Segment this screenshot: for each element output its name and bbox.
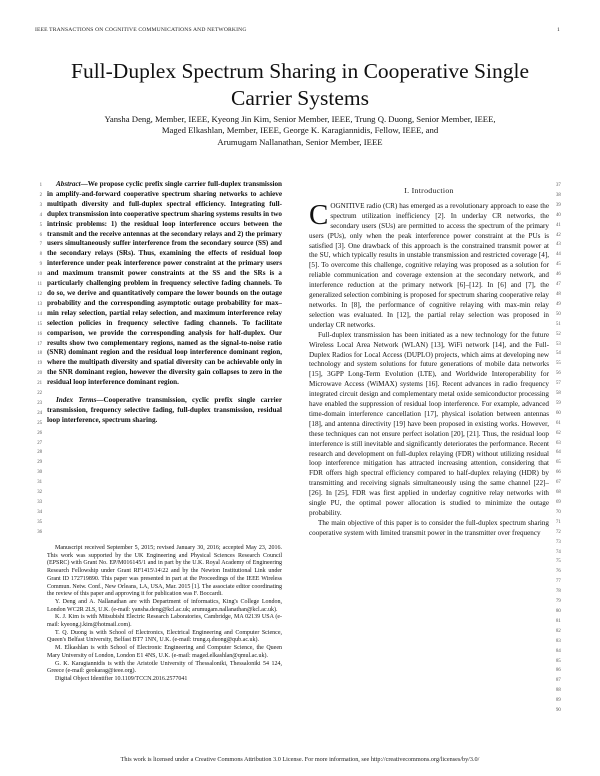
line-number: 62 bbox=[556, 430, 561, 436]
line-number: 9 bbox=[39, 262, 42, 268]
line-numbers-right bbox=[556, 181, 570, 716]
section-heading: I. Introduction bbox=[404, 186, 454, 195]
author-line: Maged Elkashlan, Member, IEEE, George K. Karagiannidis, Fellow, IEEE, and bbox=[161, 125, 439, 136]
line-number: 11 bbox=[37, 282, 42, 288]
line-number: 58 bbox=[556, 391, 561, 397]
line-number: 90 bbox=[556, 708, 561, 714]
license-notice: This work is licensed under a Creative Commons Attribution 3.0 License. For more information, see http://creativecommons.org/licenses/by/3.0/ bbox=[120, 756, 480, 763]
line-number: 48 bbox=[556, 291, 561, 297]
line-number: 41 bbox=[556, 222, 561, 228]
line-number: 56 bbox=[556, 371, 561, 377]
line-number: 59 bbox=[556, 400, 561, 406]
footnote: Y. Deng and A. Nallanathan are with Department of informatics, King's College London, London WC2R 2LS, U.K. (e-mail: yansha.deng@kcl.ac.uk; arumugam.nallanathan@kcl.ac.uk). bbox=[47, 598, 282, 613]
index-terms bbox=[47, 396, 282, 426]
line-number: 89 bbox=[556, 698, 561, 704]
line-number: 43 bbox=[556, 242, 561, 248]
line-number: 73 bbox=[556, 539, 561, 545]
line-number: 44 bbox=[556, 252, 561, 258]
doi: Digital Object Identifier 10.1109/TCCN.2016.2577041 bbox=[55, 675, 188, 682]
line-number: 29 bbox=[37, 460, 42, 466]
line-number: 66 bbox=[556, 470, 561, 476]
footnote: Manuscript received September 5, 2015; revised January 30, 2016; accepted May 23, 2016. This work was supported by the UK Engineering and Physical Sciences Research Council (EPSRC) with Grant No. EP/M016145/1 and in part by the U.K. Royal Academy of Engineering Research Fellowship under Grant RF1415\14\22 and by the Newton Institutional Link under Grant ID 172719890. This paper was presented in part at the Proceedings of the IEEE Wireless Commun. Netw. Conf., New Orleans, LA, USA, Mar. 2015 [1]. The associate editor coordinating the review of this paper and approving it for publication was F. Boccardi. bbox=[47, 545, 282, 598]
line-number: 81 bbox=[556, 618, 561, 624]
right-column bbox=[309, 180, 549, 539]
line-number: 12 bbox=[37, 291, 42, 297]
line-number: 37 bbox=[556, 183, 561, 188]
abstract-lead: Abstract bbox=[56, 180, 81, 188]
line-number: 72 bbox=[556, 529, 561, 535]
journal-name: IEEE TRANSACTIONS ON COGNITIVE COMMUNICATIONS AND NETWORKING bbox=[35, 27, 247, 33]
author-line: Yansha Deng, Member, IEEE, Kyeong Jin Kim, Senior Member, IEEE, Trung Q. Duong, Senior Member, IEEE, bbox=[104, 114, 496, 124]
line-number: 30 bbox=[37, 470, 42, 476]
left-column bbox=[47, 180, 282, 426]
line-number: 6 bbox=[39, 232, 42, 238]
line-number: 32 bbox=[37, 490, 42, 496]
line-number: 53 bbox=[556, 341, 561, 347]
line-number: 67 bbox=[556, 480, 561, 486]
footnote: K. J. Kim is with Mitsubishi Electric Research Laboratories, Cambridge, MA 02139 USA (e-mail: kyeong.j.kim@hotmail.com). bbox=[47, 614, 282, 629]
line-number: 4 bbox=[39, 212, 42, 218]
line-number: 84 bbox=[556, 648, 561, 654]
line-number: 38 bbox=[556, 192, 561, 198]
line-number: 86 bbox=[556, 668, 561, 674]
line-number: 26 bbox=[37, 430, 42, 436]
line-number: 27 bbox=[37, 440, 42, 446]
line-number: 80 bbox=[556, 608, 561, 614]
footnotes bbox=[47, 545, 282, 684]
line-number: 28 bbox=[37, 450, 42, 456]
line-number: 19 bbox=[37, 361, 42, 367]
line-number: 39 bbox=[556, 202, 561, 208]
paper-title: Full-Duplex Spectrum Sharing in Cooperative Single Carrier Systems bbox=[70, 59, 529, 110]
line-number: 87 bbox=[556, 678, 561, 684]
line-number: 23 bbox=[37, 400, 42, 406]
footnote: T. Q. Duong is with School of Electronics, Electrical Engineering and Computer Science, Queen's Belfast University, Belfast BT7 1NN, U.K. (e-mail: trung.q.duong@qub.ac.uk). bbox=[47, 629, 282, 644]
author-list bbox=[40, 114, 560, 148]
abstract-text: —We propose cyclic prefix single carrier full-duplex transmission in amplify-and-forward cooperative spectrum sharing networks to achieve multipath diversity and full-duplex spectral efficiency. Integrating full-duplex transmission into cooperative spectrum sharing systems results in two intrinsic problems: 1) the residual loop interference occurs between the transmit and the receive antennas at the secondary relays and 2) the primary users simultaneously suffer interference from the secondary source (SS) and the secondary relays (SRs). Thus, examining the effects of residual loop interference under peak interference power constraint at the primary users and maximum transmit power constraints at the SS and the SRs is a particularly challenging problem in frequency selective fading channels. To do so, we derive and quantitatively compare the lower bounds on the outage probability and the corresponding asymptotic outage probability for max–min relay selection, partial relay selection, and maximum interference relay selection policies in frequency selective fading channels. To facilitate comparison, we provide the corresponding analysis for half-duplex. Our results show two complementary regions, named as the signal-to-noise ratio (SNR) dominant region and the residual loop interference dominant region, where the multipath diversity and spatial diversity can be achievable only in the SNR dominant region, however the diversity gain collapses to zero in the residual loop interference dominant region. bbox=[47, 180, 282, 387]
line-number: 77 bbox=[556, 579, 561, 585]
line-number: 85 bbox=[556, 658, 561, 664]
index-terms-lead: Index Terms bbox=[56, 396, 97, 405]
line-number: 25 bbox=[37, 420, 42, 426]
line-numbers-left bbox=[28, 181, 42, 538]
line-number: 46 bbox=[556, 272, 561, 278]
line-number: 49 bbox=[556, 301, 561, 307]
line-number: 40 bbox=[556, 212, 561, 218]
line-number: 20 bbox=[37, 371, 42, 377]
running-head bbox=[35, 27, 560, 33]
line-number: 75 bbox=[556, 559, 561, 565]
line-number: 34 bbox=[37, 509, 42, 515]
line-number: 54 bbox=[556, 351, 561, 357]
line-number: 70 bbox=[556, 509, 561, 515]
line-number: 24 bbox=[37, 410, 42, 416]
line-number: 8 bbox=[39, 252, 42, 258]
line-number: 57 bbox=[556, 381, 561, 387]
line-number: 50 bbox=[556, 311, 561, 317]
line-number: 36 bbox=[37, 529, 42, 535]
line-number: 88 bbox=[556, 688, 561, 694]
line-number: 2 bbox=[39, 192, 42, 198]
line-number: 45 bbox=[556, 262, 561, 268]
line-number: 16 bbox=[37, 331, 42, 337]
intro-paragraph: Full-duplex transmission has been initiated as a new technology for the future Wireless Local Area Network (WLAN) [13], WiFi network [14], and the Full-Duplex Radios for Local Access (DUPLO) projects, which aims at developing new technology and system solutions for future generations of mobile data networks [15], 3GPP Long-Term Evolution (LTE), and Worldwide Interoperability for Microwave Access (WiMAX) systems [16]. Recent advances in radio frequency integrated circuit design and complementary metal oxide semiconductor processing have enabled the suppression of residual loop interference. For example, advanced time-domain interference cancellation [17], physical isolation between antennas [18], and antenna directivity [19] have been proposed in existing works. However, these techniques can not ensure perfect isolation [20], [21]. Thus, the residual loop interference is still inevitable and significantly deteriorates the performance. Recent research and development on full-duplex relaying (FDR) without utilizing residual loop interference mitigation has attracted increasing attention, considering that FDR offers high spectral efficiency compared to half-duplex relaying (HDR) by transmitting and receiving signals simultaneously using the same channel [22]–[26]. In [25], FDR was first applied in underlay cognitive relay networks with single PU, the optimal power allocation is studied to minimize the outage probability. bbox=[309, 330, 549, 517]
index-terms-text: —Cooperative transmission, cyclic prefix single carrier transmission, frequency selective fading, full-duplex transmission, residual loop interference, spectrum sharing. bbox=[47, 396, 282, 424]
line-number: 47 bbox=[556, 282, 561, 288]
footnote: M. Elkashlan is with School of Electronic Engineering and Computer Science, the Queen Mary University of London, London E1 4NS, U.K. (e-mail: maged.elkashlan@qmul.ac.uk). bbox=[47, 645, 282, 659]
footnote: G. K. Karagiannidis is with the Aristotle University of Thessaloniki, Thessaloniki 54 124, Greece (e-mail: geokarag@ieee.org). bbox=[47, 660, 282, 675]
abstract bbox=[47, 180, 282, 388]
line-number: 3 bbox=[39, 202, 42, 208]
line-number: 55 bbox=[556, 361, 561, 367]
line-number: 71 bbox=[556, 519, 561, 525]
line-number: 22 bbox=[37, 391, 42, 397]
line-number: 31 bbox=[37, 480, 42, 486]
line-number: 83 bbox=[556, 638, 561, 644]
line-number: 42 bbox=[556, 232, 561, 238]
page-number: 1 bbox=[557, 27, 560, 33]
line-number: 76 bbox=[556, 569, 561, 575]
line-number: 17 bbox=[37, 341, 42, 347]
intro-paragraph bbox=[309, 198, 549, 331]
line-number: 18 bbox=[37, 351, 42, 357]
line-number: 10 bbox=[37, 272, 42, 278]
line-number: 60 bbox=[556, 410, 561, 416]
line-number: 51 bbox=[556, 321, 561, 327]
line-number: 21 bbox=[37, 381, 42, 387]
line-number: 33 bbox=[37, 500, 42, 505]
line-number: 69 bbox=[556, 500, 561, 505]
line-number: 82 bbox=[556, 628, 561, 634]
line-number: 63 bbox=[556, 440, 561, 446]
line-number: 35 bbox=[37, 519, 42, 525]
line-number: 52 bbox=[556, 331, 561, 337]
line-number: 14 bbox=[37, 311, 42, 317]
line-number: 13 bbox=[37, 301, 42, 307]
line-number: 1 bbox=[39, 183, 42, 188]
line-number: 74 bbox=[556, 549, 561, 555]
line-number: 65 bbox=[556, 460, 561, 466]
line-number: 64 bbox=[556, 450, 561, 456]
drop-cap: C bbox=[309, 198, 329, 231]
line-number: 78 bbox=[556, 589, 561, 595]
line-number: 7 bbox=[39, 242, 42, 248]
line-number: 15 bbox=[37, 321, 42, 327]
line-number: 5 bbox=[39, 222, 42, 228]
intro-text: OGNITIVE radio (CR) has emerged as a revolutionary approach to ease the spectrum utilization inefficiency [2]. In underlay CR networks, the secondary users (SUs) are permitted to access the spectrum of the primary users (PUs), only when the peak interference power constraint at the PUs is satisfied [3]. One drawback of this approach is the constrained transmit power at the SU, which typically results in unstable transmission and restricted coverage [4], [5]. To overcome this challenge, cognitive relaying was proposed as a solution for reliable communication and coverage extension at the secondary network, and interference reduction at the primary network [6]–[12]. In [6] and [7], the generalized selection combining is proposed for spectrum sharing cooperative relay networks. In [8], the performance of cognitive relaying with max-min relay selection was evaluated. In [12], the partial relay selection was proposed in underlay CR networks. bbox=[309, 201, 549, 329]
line-number: 61 bbox=[556, 420, 561, 426]
intro-paragraph: The main objective of this paper is to consider the full-duplex spectrum sharing cooperative system with limited transmit power in the transmitter over frequency bbox=[309, 518, 549, 537]
author-line: Arumugam Nallanathan, Senior Member, IEEE bbox=[217, 136, 383, 147]
line-number: 79 bbox=[556, 599, 561, 605]
line-number: 68 bbox=[556, 490, 561, 496]
